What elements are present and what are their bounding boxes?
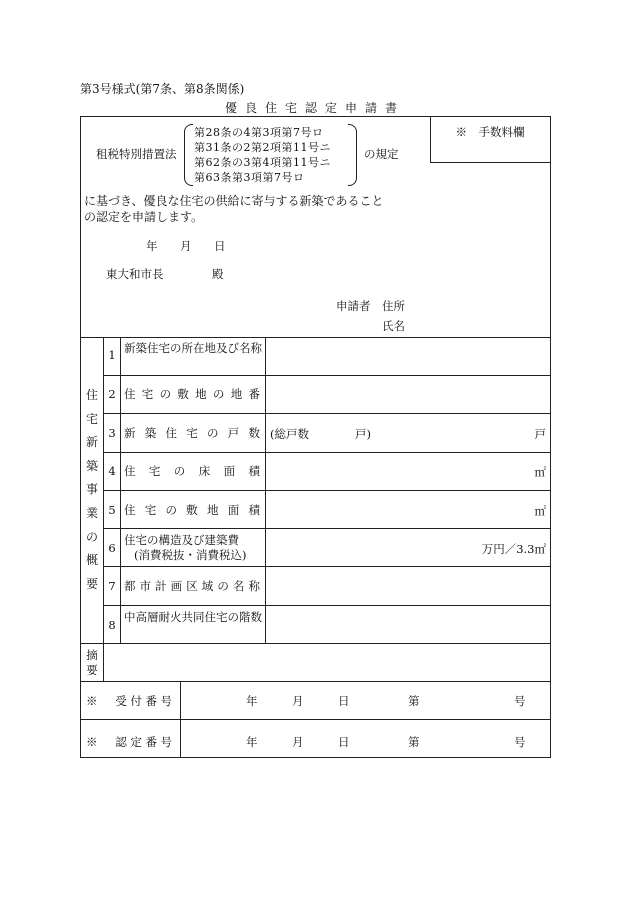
table-top-border — [80, 116, 551, 117]
application-text-line1: に基づき、優良な住宅の供給に寄与する新築であること — [84, 194, 384, 208]
receipt-year[interactable]: 年 — [246, 694, 258, 708]
overview-side-label — [80, 384, 104, 596]
item-label-lot-number: 住宅の敷地の地番 — [124, 387, 260, 401]
vertical-label-char: 要 — [86, 663, 98, 677]
honorific-label: 殿 — [212, 267, 224, 281]
clause-item: 第62条の3第4項第11号ニ — [194, 156, 331, 169]
item-number: 1 — [108, 348, 116, 362]
item-label-unit-count: 新築住宅の戸数 — [124, 426, 260, 440]
certification-number-label: ※ 認定番号 — [86, 735, 172, 749]
form-number: 第3号様式(第7条、第8条関係) — [80, 82, 245, 96]
clause-item: 第63条第3項第7号ロ — [194, 171, 305, 184]
item-number: 6 — [108, 541, 116, 555]
receipt-no-suffix: 号 — [514, 694, 526, 708]
vertical-label-char: の — [85, 529, 98, 544]
receipt-no-prefix[interactable]: 第 — [408, 694, 420, 708]
item-number: 5 — [108, 503, 116, 517]
item-number: 3 — [108, 426, 116, 440]
vertical-label-char: 宅 — [85, 411, 98, 426]
certification-year[interactable]: 年 — [246, 735, 258, 749]
overview-top-border — [80, 337, 551, 338]
address-field-label[interactable]: 住所 — [382, 299, 405, 313]
vertical-label-char: 要 — [85, 576, 98, 591]
vertical-label-char: 事 — [85, 482, 98, 497]
receipt-bottom-border — [80, 719, 551, 720]
item-number: 2 — [108, 387, 116, 401]
receipt-number-label: ※ 受付番号 — [86, 694, 172, 708]
remarks-bottom-border — [80, 681, 551, 682]
item-label-site-area: 住宅の敷地面積 — [124, 503, 260, 517]
form-title: 優良住宅認定申請書 — [224, 101, 405, 115]
tax-law-label: 租税特別措置法 — [96, 147, 177, 161]
date-month-label[interactable]: 月 — [180, 239, 192, 253]
fee-box-bottom-border — [430, 162, 551, 163]
certification-no-prefix[interactable]: 第 — [408, 735, 420, 749]
date-day-label[interactable]: 日 — [214, 239, 226, 253]
row-divider — [103, 566, 551, 567]
cost-unit: 万円／3.3㎡ — [481, 542, 546, 556]
item-label-location: 新築住宅の所在地及び名称 — [124, 341, 262, 355]
applicant-label: 申請者 — [336, 299, 371, 313]
regulation-label: の規定 — [364, 147, 399, 161]
table-bottom-border — [80, 757, 551, 758]
receipt-month[interactable]: 月 — [292, 694, 304, 708]
clause-item: 第31条の2第2項第11号ニ — [194, 141, 331, 154]
row-divider — [103, 528, 551, 529]
vertical-label-char: 新 — [85, 435, 98, 450]
fee-field[interactable]: ※ 手数料欄 — [455, 125, 525, 139]
item-number: 7 — [108, 579, 116, 593]
item-label-floors: 中高層耐火共同住宅の階数 — [124, 610, 262, 624]
application-text-line2: の認定を申請します。 — [84, 210, 204, 224]
item-number: 8 — [108, 618, 116, 632]
row-divider — [103, 452, 551, 453]
total-units-field[interactable]: (総戸数 戸) — [270, 427, 371, 441]
row-divider — [103, 375, 551, 376]
name-field-label[interactable]: 氏名 — [382, 319, 405, 333]
item-label-construction-cost: 住宅の構造及び建築費 — [124, 533, 239, 547]
row-divider — [103, 490, 551, 491]
certification-no-suffix: 号 — [514, 735, 526, 749]
vertical-label-char: 築 — [85, 458, 98, 473]
date-year-label[interactable]: 年 — [146, 239, 158, 253]
floor-area-unit: ㎡ — [534, 465, 546, 479]
right-brace — [348, 124, 357, 186]
vertical-label-char: 業 — [85, 505, 98, 520]
units-unit: 戸 — [534, 427, 546, 441]
table-right-border — [550, 116, 551, 758]
vertical-label-char: 摘 — [86, 648, 98, 662]
item-label-tax-note: (消費税抜・消費税込) — [134, 548, 247, 562]
certification-month[interactable]: 月 — [292, 735, 304, 749]
overview-bottom-border — [80, 643, 551, 644]
vertical-label-char: 住 — [85, 388, 98, 402]
row-divider — [103, 413, 551, 414]
left-brace — [184, 124, 193, 186]
item-label-floor-area: 住宅の床面積 — [124, 464, 260, 478]
receipt-day[interactable]: 日 — [338, 694, 350, 708]
mayor-label: 東大和市長 — [106, 267, 164, 281]
certification-day[interactable]: 日 — [338, 735, 350, 749]
item-label-planning-area: 都市計画区域の名称 — [124, 579, 260, 593]
row-divider — [103, 605, 551, 606]
item-number: 4 — [108, 464, 116, 478]
clause-item: 第28条の4第3項第7号ロ — [194, 126, 324, 139]
site-area-unit: ㎡ — [534, 504, 546, 518]
remarks-label — [80, 648, 104, 678]
vertical-label-char: 概 — [85, 553, 98, 568]
